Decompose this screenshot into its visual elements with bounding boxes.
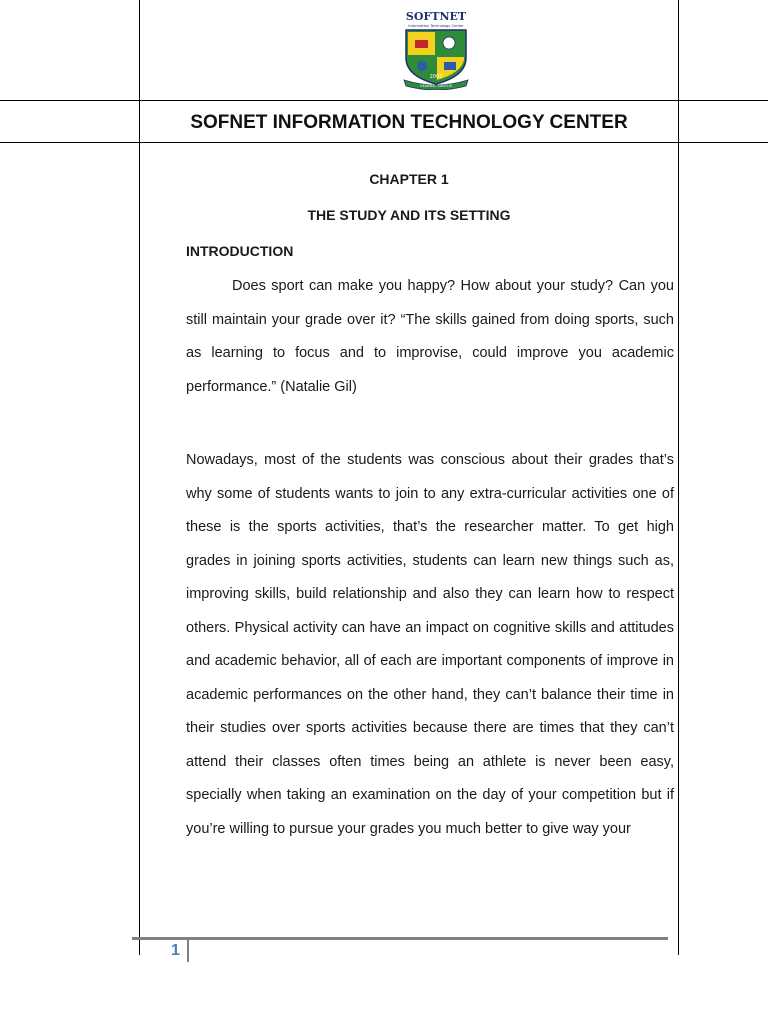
left-margin-line [139,0,140,955]
logo-motto-text: GENERAL SANTOS [420,84,452,88]
logo-ball-icon [443,37,455,49]
header-bottom-rule [0,142,768,143]
logo-globe-icon [417,61,427,71]
right-margin-line [678,0,679,955]
logo-top-text: SOFTNET [405,10,467,23]
logo-book-icon [415,40,428,48]
footer-margin-tick [139,940,140,952]
section-heading: INTRODUCTION [186,243,294,259]
footer-rule [132,937,668,940]
paragraph-1: Does sport can make you happy? How about your study? Can you still maintain your grade over it? “The skills gained from doing sports, such as learning to focus and to improvise, could improve you academic performance.” (Natalie Gil) [186,278,674,395]
page-number: 1 [171,942,180,959]
chapter-title: THE STUDY AND ITS SETTING [307,207,511,223]
paragraph-2: Nowadays, most of the students was conscious about their grades that’s why some of students wants to join to any extra-curricular activities one of these is the sports activities, that’s the researcher matter. To get high grades in joining sports activities, students can learn new things such as, improving skills, build relationship and also they can learn how to respect others. Physical activity can have an impact on cognitive skills and attitudes and academic behavior, all of each are important components of improve in academic performances on the other hand, they can’t balance their time in their studies over sports activities because there are times that they can’t attend their classes often times being an athlete is never been easy, specially when taking an examination on the day of your competition but if you’re willing to pursue your grades you much better to give way your [186,452,674,837]
school-logo [396,8,476,90]
logo-year-text: 2007 [429,74,443,80]
logo-computer-icon [444,62,456,70]
logo-sub-text: Information Technology Center [408,24,464,28]
chapter-heading: CHAPTER 1 [369,171,449,187]
page-number-divider [187,940,189,962]
school-name-heading: SOFNET INFORMATION TECHNOLOGY CENTER [190,112,628,133]
header-top-rule [0,100,768,101]
